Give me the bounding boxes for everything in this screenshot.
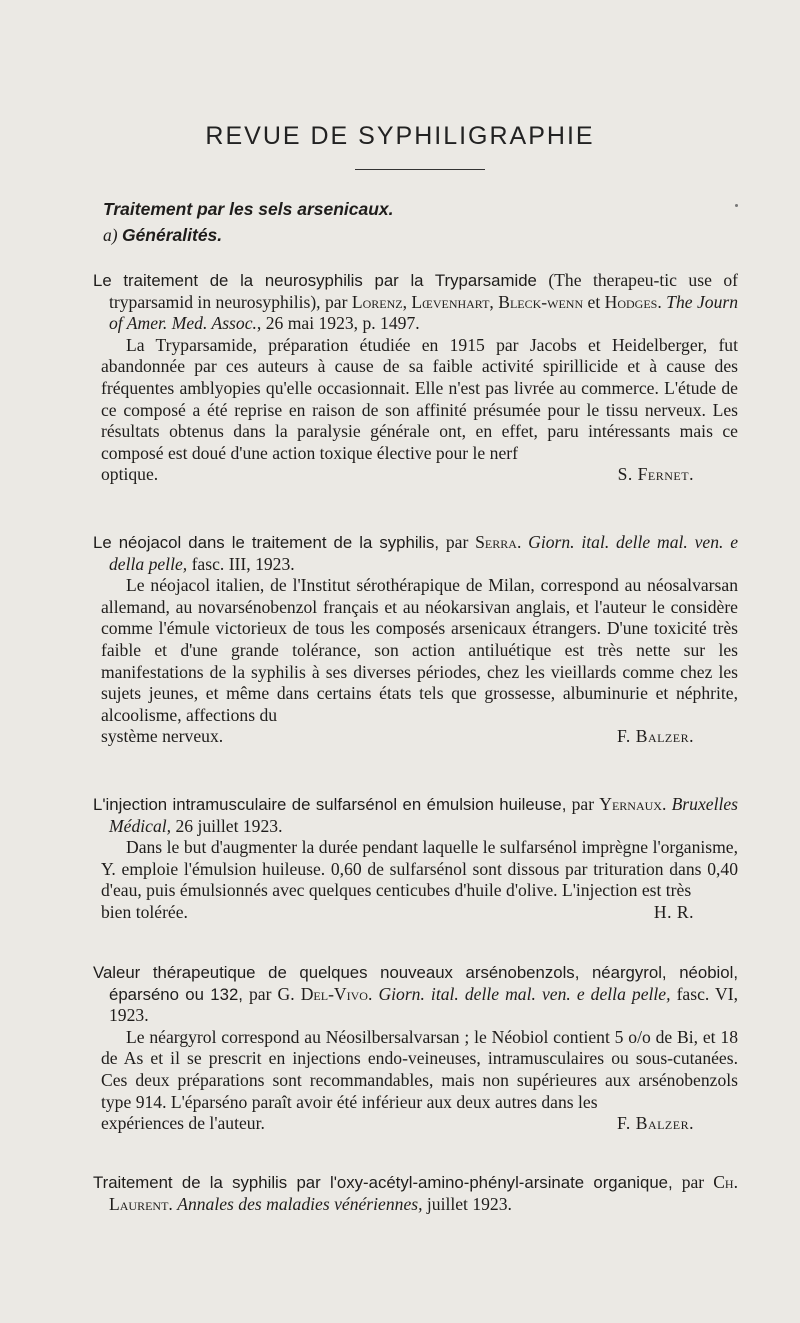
section-heading xyxy=(103,196,394,248)
article-2 xyxy=(93,532,738,748)
article-title: L'injection intramusculaire de sulfarsénol en émulsion huileuse, xyxy=(93,795,567,814)
article-body: Le néargyrol correspond au Néosilbersalvarsan ; le Néobiol contient 5 o/o de Bi, et 18 de As et il se prescrit en injections endo-veineuses, intramusculaires ou sous-cutanées. Ces deux préparations sont recommandables, mais non supérieures aux arsénobenzols type 914. L'éparséno paraît avoir été inférieur aux deux autres dans les xyxy=(101,1026,738,1112)
article-heading: Le néojacol dans le traitement de la syphilis, par Serra. Giorn. ital. delle mal. ven. e della pelle, fasc. III, 1923. xyxy=(93,532,739,574)
article-3 xyxy=(93,794,738,924)
author-signature: F. Balzer. xyxy=(617,726,694,747)
section-title: Traitement par les sels arsenicaux. xyxy=(103,199,394,219)
article-footer: bien tolérée. H. R. xyxy=(101,901,694,922)
article-footer: système nerveux. F. Balzer. xyxy=(101,726,694,747)
article-footer: expériences de l'auteur. F. Balzer. xyxy=(101,1113,694,1134)
article-1 xyxy=(93,270,738,486)
author-signature: S. Fernet. xyxy=(617,464,694,485)
article-4 xyxy=(93,962,738,1135)
article-heading: Le traitement de la neurosyphilis par la Tryparsamide (The therapeu-tic use of tryparsamid in neurosyphilis), par Lorenz, Lœvenhart, Bleck-wenn et Hodges. The Journ of Amer. Med. Assoc., 26 mai 1923, p. 1497. xyxy=(93,270,739,334)
article-footer: optique. S. Fernet. xyxy=(101,464,694,485)
article-heading: Valeur thérapeutique de quelques nouveaux arsénobenzols, néargyrol, néobiol, éparséno ou 132, par G. Del-Vivo. Giorn. ital. delle mal. ven. e della pelle, fasc. VI, 1923. xyxy=(93,963,739,1026)
article-heading: Traitement de la syphilis par l'oxy-acétyl-amino-phényl-arsinate organique, par Ch. Laurent. Annales des maladies vénériennes, juillet 1923. xyxy=(93,1172,738,1214)
article-heading: L'injection intramusculaire de sulfarsénol en émulsion huileuse, par Yernaux. Bruxelles Médical, 26 juillet 1923. xyxy=(93,794,739,836)
article-title: Traitement de la syphilis par l'oxy-acétyl-amino-phényl-arsinate organique, xyxy=(93,1173,673,1192)
author-signature: F. Balzer. xyxy=(617,1113,694,1134)
title-rule xyxy=(355,169,485,170)
article-body: La Tryparsamide, préparation étudiée en 1915 par Jacobs et Heidelberger, fut abandonnée par ces auteurs à cause de sa faible activité spirillicide et à cause des fréquentes amblyopies qu'elle occasionnait. Elle n'est pas livrée au commerce. L'étude de ce composé a été reprise en raison de son affinité présumée pour le tissu nerveux. Les résultats obtenus dans la paralysie générale ont, en effet, paru intéressants mais ce composé est doué d'une action toxique élective pour le nerf xyxy=(101,334,738,463)
article-title: Le néojacol dans le traitement de la syphilis, xyxy=(93,533,440,552)
article-title: Le traitement de la neurosyphilis par la Tryparsamide xyxy=(93,271,537,290)
speck xyxy=(735,204,738,207)
page-title: REVUE DE SYPHILIGRAPHIE xyxy=(205,122,595,150)
article-body: Dans le but d'augmenter la durée pendant laquelle le sulfarsénol imprègne l'organisme, Y. emploie l'émulsion huileuse. 0,60 de sulfarsénol sont dissous par trituration dans 0,40 d'eau, puis émulsionnés avec quelques centicubes d'huile d'olive. L'injection est très xyxy=(101,837,738,901)
author-signature: H. R. xyxy=(653,901,694,922)
article-title: Valeur thérapeutique de quelques nouveaux arsénobenzols, néargyrol, néobiol, éparséno ou 132, xyxy=(93,963,738,1004)
article-5 xyxy=(93,1172,738,1215)
article-body: Le néojacol italien, de l'Institut sérothérapique de Milan, correspond au néosalvarsan allemand, au novarsénobenzol français et au néokarsivan anglais, et l'auteur le considère comme l'émule victorieux de tous les composés arsenicaux étrangers. D'une toxicité très faible et d'une grande tolérance, son action antiluétique est très nette sur les manifestations de la syphilis à ses diverses périodes, chez les vieillards comme chez les sujets jeunes, et même dans certains états tels que grossesse, albuminurie et néphrite, alcoolisme, affections du xyxy=(101,575,738,725)
section-subheading: a) Généralités. xyxy=(103,225,223,245)
